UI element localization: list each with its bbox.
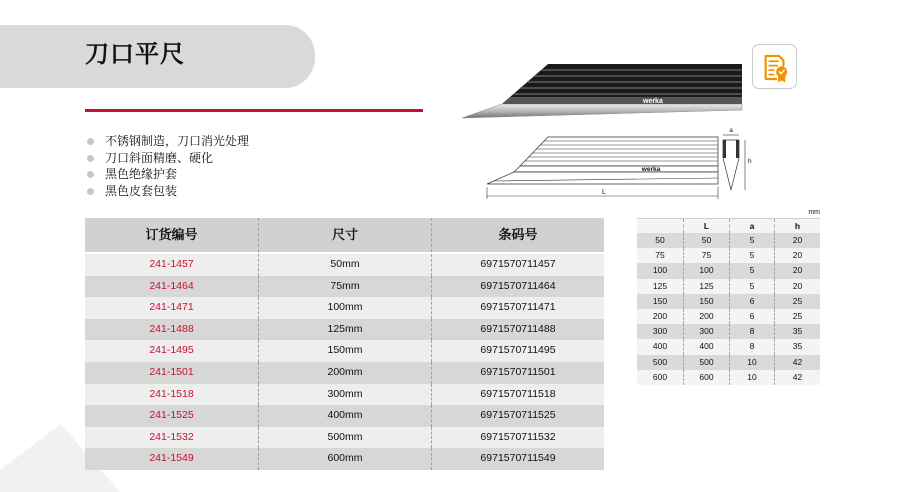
order-cell-code: 241-1532 — [149, 430, 194, 443]
order-table-header — [85, 218, 604, 252]
order-cell-barcode: 6971570711549 — [431, 448, 604, 470]
dims-cell-width: 6 — [729, 309, 774, 324]
header-order-number: 订货编号 — [145, 227, 198, 242]
dims-cell-length: 150 — [683, 294, 729, 309]
dims-table-body — [637, 233, 820, 385]
table-row — [85, 276, 604, 298]
bullet-icon — [87, 155, 94, 162]
table-row — [85, 448, 604, 470]
dims-cell-height: 25 — [774, 294, 820, 309]
order-cell-size: 400mm — [258, 405, 431, 427]
order-cell-code: 241-1525 — [149, 409, 194, 422]
dims-cell-width: 5 — [729, 248, 774, 263]
dims-cell-length: 600 — [683, 370, 729, 385]
dims-cell-height: 35 — [774, 339, 820, 354]
dims-cell-height: 20 — [774, 233, 820, 248]
dims-unit-label: mm — [808, 209, 820, 216]
table-row — [85, 319, 604, 341]
header-height: h — [774, 219, 820, 233]
length-label: L — [602, 189, 606, 196]
order-cell-code: 241-1549 — [149, 452, 194, 465]
dims-cell-length: 50 — [683, 233, 729, 248]
feature-text: 刀口斜面精磨、硬化 — [105, 150, 214, 165]
dims-cell-size: 300 — [652, 326, 668, 337]
order-cell-code: 241-1457 — [149, 258, 194, 270]
dims-cell-length: 400 — [683, 339, 729, 354]
technical-drawing — [480, 125, 755, 205]
order-cell-size: 125mm — [258, 319, 431, 341]
table-row — [637, 233, 820, 248]
order-cell-size: 50mm — [258, 254, 431, 276]
feature-text: 不锈钢制造，刀口消光处理 — [105, 134, 250, 148]
table-row — [85, 427, 604, 449]
order-cell-barcode: 6971570711532 — [431, 427, 604, 449]
header-size: 尺寸 — [258, 218, 431, 252]
table-row — [637, 248, 820, 263]
dims-cell-height: 42 — [774, 370, 820, 385]
order-cell-size: 200mm — [258, 362, 431, 384]
bullet-icon — [87, 171, 94, 178]
header-blank — [637, 219, 683, 233]
dims-cell-length: 125 — [683, 279, 729, 294]
dims-cell-width: 8 — [729, 324, 774, 339]
table-row — [637, 294, 820, 309]
table-row — [85, 405, 604, 427]
feature-text: 黑色皮套包装 — [105, 184, 178, 199]
blade-shape — [462, 104, 742, 118]
feature-item — [87, 133, 249, 150]
dims-cell-length: 300 — [683, 324, 729, 339]
dims-cell-size: 600 — [652, 371, 668, 382]
feature-item — [87, 166, 249, 183]
dims-cell-length: 75 — [683, 248, 729, 263]
dims-cell-length: 200 — [683, 309, 729, 324]
dims-cell-size: 400 — [652, 341, 668, 352]
header-width: a — [729, 219, 774, 233]
dims-cell-size: 125 — [652, 280, 668, 291]
order-cell-barcode: 6971570711501 — [431, 362, 604, 384]
dims-cell-width: 8 — [729, 339, 774, 354]
drawing-handle — [520, 137, 718, 166]
order-cell-size: 75mm — [258, 276, 431, 298]
drawing-brand: werka — [641, 166, 661, 173]
table-row — [637, 355, 820, 370]
dims-cell-size: 150 — [652, 295, 668, 306]
certificate-icon — [755, 47, 795, 87]
order-table-body — [85, 254, 604, 470]
order-cell-code: 241-1495 — [149, 344, 194, 357]
dims-cell-height: 42 — [774, 355, 820, 370]
table-row — [85, 340, 604, 362]
dims-cell-width: 5 — [729, 263, 774, 278]
order-cell-code: 241-1471 — [149, 301, 194, 314]
cross-section-sleeve-left — [723, 140, 726, 158]
order-cell-barcode: 6971570711488 — [431, 319, 604, 341]
dims-table-header — [637, 218, 820, 233]
order-cell-barcode: 6971570711495 — [431, 340, 604, 362]
label-band — [502, 97, 742, 104]
dims-cell-height: 20 — [774, 279, 820, 294]
dimensions-table — [637, 218, 820, 385]
drawing-label-band — [514, 166, 718, 172]
table-row — [637, 370, 820, 385]
header-length: L — [683, 219, 729, 233]
dims-cell-width: 10 — [729, 355, 774, 370]
order-cell-code: 241-1464 — [149, 279, 194, 292]
dims-cell-size: 500 — [652, 356, 668, 367]
table-row — [85, 362, 604, 384]
table-row — [637, 279, 820, 294]
title-underline — [85, 109, 423, 112]
dims-cell-size: 75 — [655, 250, 665, 261]
width-label: a — [729, 127, 733, 134]
page-title: 刀口平尺 — [85, 41, 185, 68]
height-label: h — [748, 158, 752, 165]
order-cell-code: 241-1518 — [149, 387, 194, 400]
order-cell-code: 241-1501 — [149, 365, 194, 378]
order-cell-code: 241-1488 — [149, 322, 194, 335]
dims-cell-size: 50 — [655, 235, 665, 245]
drawing-blade — [487, 172, 718, 184]
table-row — [85, 297, 604, 319]
bullet-icon — [87, 188, 94, 195]
order-table — [85, 218, 604, 470]
order-cell-size: 500mm — [258, 427, 431, 449]
feature-list — [87, 133, 249, 200]
order-cell-size: 600mm — [258, 448, 431, 470]
table-row — [637, 324, 820, 339]
dims-cell-height: 35 — [774, 324, 820, 339]
dims-cell-width: 5 — [729, 233, 774, 248]
bullet-icon — [87, 138, 94, 145]
dims-cell-width: 10 — [729, 370, 774, 385]
dims-cell-length: 100 — [683, 263, 729, 278]
feature-item — [87, 150, 249, 167]
brand-label: werka — [643, 98, 663, 105]
table-row — [637, 339, 820, 354]
order-cell-size: 100mm — [258, 297, 431, 319]
dims-cell-width: 5 — [729, 279, 774, 294]
feature-text: 黑色绝缘护套 — [105, 167, 178, 182]
order-cell-size: 300mm — [258, 384, 431, 406]
order-cell-barcode: 6971570711518 — [431, 384, 604, 406]
certificate-badge — [752, 44, 797, 89]
cross-section-sleeve-right — [736, 140, 739, 158]
feature-item — [87, 183, 249, 200]
dims-cell-height: 20 — [774, 263, 820, 278]
order-cell-barcode: 6971570711464 — [431, 276, 604, 298]
order-cell-size: 150mm — [258, 340, 431, 362]
order-cell-barcode: 6971570711457 — [431, 254, 604, 276]
table-row — [637, 309, 820, 324]
dims-cell-height: 20 — [774, 248, 820, 263]
order-cell-barcode: 6971570711525 — [431, 405, 604, 427]
table-row — [85, 254, 604, 276]
header-barcode: 条码号 — [431, 218, 604, 252]
dims-cell-length: 500 — [683, 355, 729, 370]
table-row — [85, 384, 604, 406]
order-cell-barcode: 6971570711471 — [431, 297, 604, 319]
dims-cell-size: 200 — [652, 310, 668, 321]
product-photo — [460, 60, 745, 122]
dims-cell-height: 25 — [774, 309, 820, 324]
dims-cell-size: 100 — [652, 265, 668, 276]
dims-cell-width: 6 — [729, 294, 774, 309]
table-row — [637, 263, 820, 278]
